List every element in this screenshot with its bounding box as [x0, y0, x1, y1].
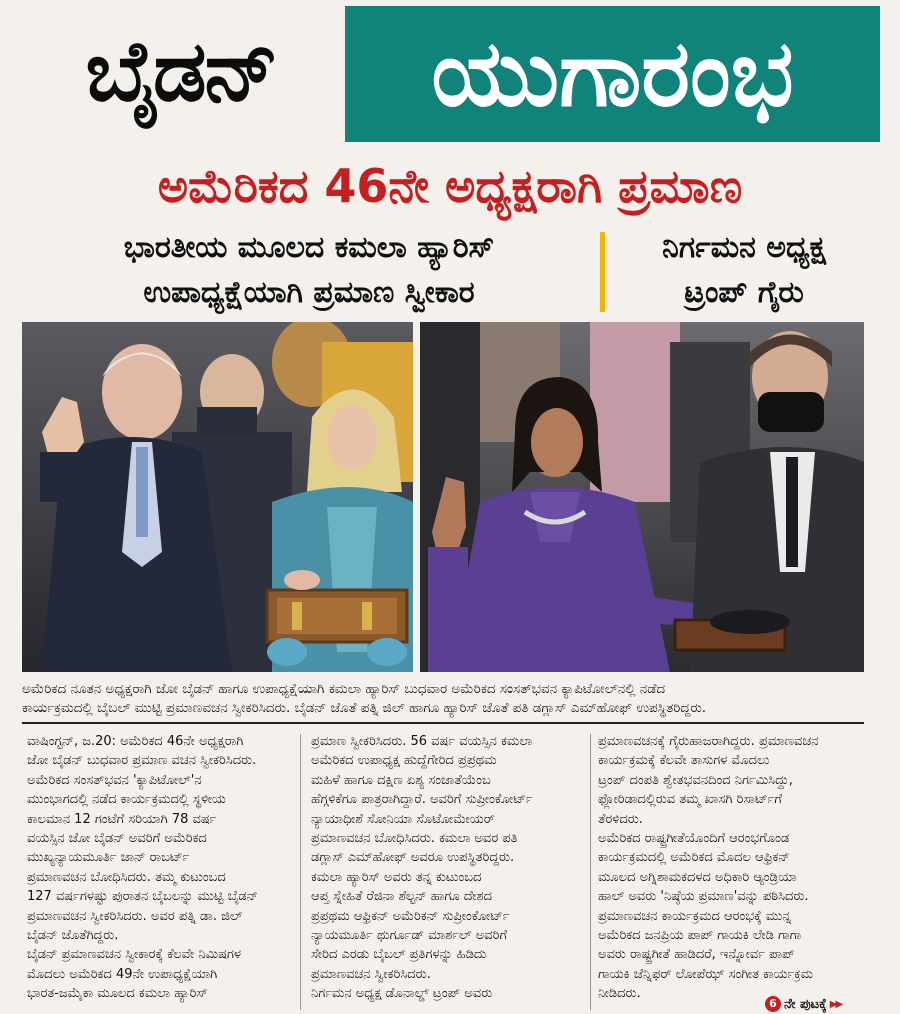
article-line: ತೆರಳಿದರು.: [598, 811, 643, 827]
article-line: ಅಮೆರಿಕದ ಸಂಸತ್‌ಭವನ 'ಕ್ಯಾಪಿಟೋಲ್'ನ: [27, 772, 202, 788]
main-headline: ಅಮೆರಿಕದ 46ನೇ ಅಧ್ಯಕ್ಷರಾಗಿ ಪ್ರಮಾಣ: [157, 159, 743, 213]
article-column-3: [598, 732, 864, 1014]
article-line: ಹೆಗ್ಗಳಿಕೆಗೂ ಪಾತ್ರರಾಗಿದ್ದಾರೆ. ಅವರಿಗೆ ಸುಪ್ರೀಂಕೋರ್ಟ್: [311, 792, 533, 808]
article-line: 127 ವರ್ಷಗಳಷ್ಟು ಪುರಾತನ ಬೈಬಲನ್ನು ಮುಟ್ಟಿ ಬೈಡನ್: [27, 889, 259, 905]
article-line: ಕಮಲಾ ಹ್ಯಾರಿಸ್ ಅವರು ತನ್ನ ಕುಟುಂಬದ: [311, 869, 482, 885]
subhead-trump-line-2: ಟ್ರಂಪ್ ಗೈರು: [684, 275, 804, 310]
article-line: ಅಮೆರಿಕದ ಉಪಾಧ್ಯಕ್ಷ ಹುದ್ದೆಗೇರಿದ ಪ್ರಪ್ರಥಮ: [311, 753, 497, 769]
masthead-title-right: ಯುಗಾರಂಭ: [345, 6, 880, 142]
caption-divider: [22, 722, 864, 724]
article-line: ಡಗ್ಲಾಸ್ ಎಮ್‌ಹೋಫ್ ಅವರೂ ಉಪಸ್ಥಿತರಿದ್ದರು.: [311, 850, 515, 866]
article-line: ಆಪ್ತ ಸ್ನೇಹಿತೆ ರೆಜಿನಾ ಶೆಲ್ಟನ್ ಹಾಗೂ ದೇಶದ: [311, 889, 493, 905]
article-line: ಅಮೆರಿಕದ ರಾಷ್ಟ್ರಗೀತೆಯೊಂದಿಗೆ ಆರಂಭಗೊಂಡ: [598, 831, 790, 847]
column-divider: [590, 734, 591, 1010]
article-line: ಮಹಿಳೆ ಹಾಗೂ ದಕ್ಷಿಣ ಏಶ್ಯ ಸಂಜಾತೆಯೆಂಬ: [311, 772, 491, 788]
article-line: ಹಾಲ್ ಅವರು 'ನಿಷ್ಠೆಯ ಪ್ರಮಾಣ'ವನ್ನು ಪಠಿಸಿದರು.: [598, 889, 809, 905]
article-line: ಫ್ಲೋರಿಡಾದಲ್ಲಿರುವ ತಮ್ಮ ಖಾಸಗಿ ರಿಸಾರ್ಟ್‌ಗೆ: [598, 792, 782, 808]
subhead-harris-line-1: ಭಾರತೀಯ ಮೂಲದ ಕಮಲಾ ಹ್ಯಾರಿಸ್: [123, 230, 495, 265]
photo-caption-line-2: ಕಾರ್ಯಕ್ರಮದಲ್ಲಿ ಬೈಬಲ್ ಮುಟ್ಟಿ ಪ್ರಮಾಣವಚನ ಸ್ವೀಕರಿಸಿದರು. ಬೈಡನ್ ಜೊತೆ ಪತ್ನಿ ಜಿಲ್ ಹಾಗೂ ಹ್ಯಾರಿಸ್ ಜೊತೆ ಪತಿ ಡಗ್ಲಾಸ್ ಎಮ್‌ಹೋಫ್ ಉಪಸ್ಥಿತರಿದ್ದರು.: [22, 700, 707, 716]
article-line: ಜೋ ಬೈಡನ್ ಬುಧವಾರ ಪ್ರಮಾಣ ವಚನ ಸ್ವೀಕರಿಸಿದರು.: [27, 753, 257, 769]
continued-on-page[interactable]: [765, 994, 841, 1014]
article-line: ವಾಷಿಂಗ್ಟನ್, ಜ.20: ಅಮೆರಿಕದ 46ನೇ ಅಧ್ಯಕ್ಷರಾಗಿ: [27, 734, 244, 749]
article-line: ಮೊದಲು ಅಮೆರಿಕದ 49ನೇ ಉಪಾಧ್ಯಕ್ಷೆಯಾಗಿ: [27, 966, 218, 982]
double-arrow-icon: ▶▶: [829, 998, 842, 1010]
subhead-harris: [20, 224, 598, 316]
article-line: ಅಮೆರಿಕದ ಜನಪ್ರಿಯ ಪಾಪ್ ಗಾಯಕಿ ಲೇಡಿ ಗಾಗಾ: [598, 928, 802, 944]
article-line: ಪ್ರಮಾಣ ಸ್ವೀಕರಿಸಿದರು. 56 ವರ್ಷ ವಯಸ್ಸಿನ ಕಮಲಾ: [311, 734, 533, 749]
photo-caption: [22, 680, 864, 718]
article-line: ವಯಸ್ಸಿನ ಜೋ ಬೈಡನ್ ಅವರಿಗೆ ಅಮೆರಿಕದ: [27, 831, 207, 847]
article-line: ಬೈಡನ್ ಜೊತೆಗಿದ್ದರು.: [27, 928, 119, 944]
article-line: ಪ್ರಮಾಣವಚನ ಬೋಧಿಸಿದರು. ತಮ್ಮ ಕುಟುಂಬದ: [27, 869, 226, 885]
article-line: ಭಾರತ-ಜಮೈಕಾ ಮೂಲದ ಕಮಲಾ ಹ್ಯಾರಿಸ್: [27, 986, 208, 1002]
article-line: ಬೈಡನ್ ಪ್ರಮಾಣವಚನ ಸ್ವೀಕಾರಕ್ಕೆ ಕೆಲವೇ ನಿಮಿಷಗಳ: [27, 947, 241, 963]
article-line: ಪ್ರಮಾಣವಚನ ಸ್ವೀಕರಿಸಿದರು. ಅವರ ಪತ್ನಿ ಡಾ. ಜಿಲ್: [27, 908, 243, 924]
continued-page-number: 6: [765, 996, 781, 1012]
article-line: ಪ್ರಮಾಣವಚನ ಕಾರ್ಯಕ್ರಮದ ಆರಂಭಕ್ಕೆ ಮುನ್ನ: [598, 908, 792, 924]
subhead-trump-line-1: ನಿರ್ಗಮನ ಅಧ್ಯಕ್ಷ: [662, 230, 826, 265]
article-line: ಸೇರಿದ ಎರಡು ಬೈಬಲ್ ಪ್ರತಿಗಳನ್ನು ಹಿಡಿದು: [311, 947, 487, 963]
article-line: ಮೂಲದ ಅಗ್ನಿಶಾಮಕದಳದ ಅಧಿಕಾರಿ ಆ್ಯಂಡ್ರಿಯಾ: [598, 869, 797, 885]
article-line: ನ್ಯಾಯಾಧೀಶೆ ಸೋನಿಯಾ ಸೊಟೋಮೇಯರ್: [311, 811, 495, 827]
masthead-title-left: ಬೈಡನ್: [85, 21, 277, 120]
article-line: ನಿರ್ಗಮನ ಅಧ್ಯಕ್ಷ ಡೊನಾಲ್ಡ್ ಟ್ರಂಪ್ ಅವರು: [311, 986, 493, 1002]
subhead-harris-line-2: ಉಪಾಧ್ಯಕ್ಷೆಯಾಗಿ ಪ್ರಮಾಣ ಸ್ವೀಕಾರ: [143, 275, 475, 310]
article-line: ಮುಂಭಾಗದಲ್ಲಿ ನಡೆದ ಕಾರ್ಯಕ್ರಮದಲ್ಲಿ ಸ್ಥಳೀಯ: [27, 792, 226, 808]
subhead-trump: [608, 224, 880, 316]
article-line: ಕಾರ್ಯಕ್ರಮಕ್ಕೆ ಕೆಲವೇ ತಾಸುಗಳ ಮೊದಲು: [598, 753, 770, 769]
article-line: ಪ್ರಮಾಣವಚನ ಸ್ವೀಕರಿಸಿದರು.: [311, 966, 431, 982]
column-divider: [300, 734, 301, 1010]
article-line: ಗಾಯಕಿ ಜೆನ್ನಿಫರ್ ಲೋಪೆಝ್ ಸಂಗೀತ ಕಾರ್ಯಕ್ರಮ: [598, 966, 813, 982]
article-line: ಮುಖ್ಯನ್ಯಾಯಮೂರ್ತಿ ಜಾನ್ ರಾಬರ್ಟ್: [27, 850, 190, 866]
harris-oath-photo: [420, 322, 864, 672]
article-line: ನೀಡಿದರು.: [598, 986, 641, 1002]
subhead-divider: [600, 232, 605, 312]
article-line: ಅವರು ರಾಷ್ಟ್ರಗೀತೆ ಹಾಡಿದರೆ, ಇನ್ನೋರ್ವ ಪಾಪ್: [598, 947, 795, 963]
article-line: ಟ್ರಂಪ್ ದಂಪತಿ ಶ್ವೇತಭವನದಿಂದ ನಿರ್ಗಮಿಸಿದ್ದು,: [598, 772, 793, 788]
article-line: ಪ್ರಮಾಣವಚನಕ್ಕೆ ಗೈರುಹಾಜರಾಗಿದ್ದರು. ಪ್ರಮಾಣವಚನ: [598, 734, 819, 749]
article-line: ಪ್ರಮಾಣವಚನ ಬೋಧಿಸಿದರು. ಕಮಲಾ ಅವರ ಪತಿ: [311, 831, 518, 847]
article-line: ನ್ಯಾಯಮೂರ್ತಿ ಥುರ್ಗೂಡ್ ಮಾರ್ಶಲ್ ಅವರಿಗೆ: [311, 928, 508, 944]
article-line: ಕಾರ್ಯಕ್ರಮದಲ್ಲಿ ಅಮೆರಿಕದ ಮೊದಲ ಆಫ್ರಿಕನ್: [598, 850, 790, 866]
article-column-2: [311, 732, 581, 1014]
photo-caption-line-1: ಅಮೆರಿಕದ ನೂತನ ಅಧ್ಯಕ್ಷರಾಗಿ ಜೋ ಬೈಡನ್ ಹಾಗೂ ಉಪಾಧ್ಯಕ್ಷೆಯಾಗಿ ಕಮಲಾ ಹ್ಯಾರಿಸ್ ಬುಧವಾರ ಅಮೆರಿಕದ ಸಂಸತ್‌ಭವನ ಕ್ಯಾಪಿಟೋಲ್‌ನಲ್ಲಿ ನಡೆದ: [22, 681, 666, 697]
article-line: ಪ್ರಪ್ರಥಮ ಆಫ್ರಿಕನ್ ಅಮೆರಿಕನ್ ಸುಪ್ರೀಂಕೋರ್ಟ್: [311, 908, 510, 924]
article-line: ಕಾಲಮಾನ 12 ಗಂಟೆಗೆ ಸರಿಯಾಗಿ 78 ವರ್ಷ: [27, 811, 217, 827]
article-column-1: [27, 732, 290, 1014]
continued-label: ನೇ ಪುಟಕ್ಕೆ: [784, 996, 827, 1012]
biden-oath-photo: [22, 322, 413, 672]
